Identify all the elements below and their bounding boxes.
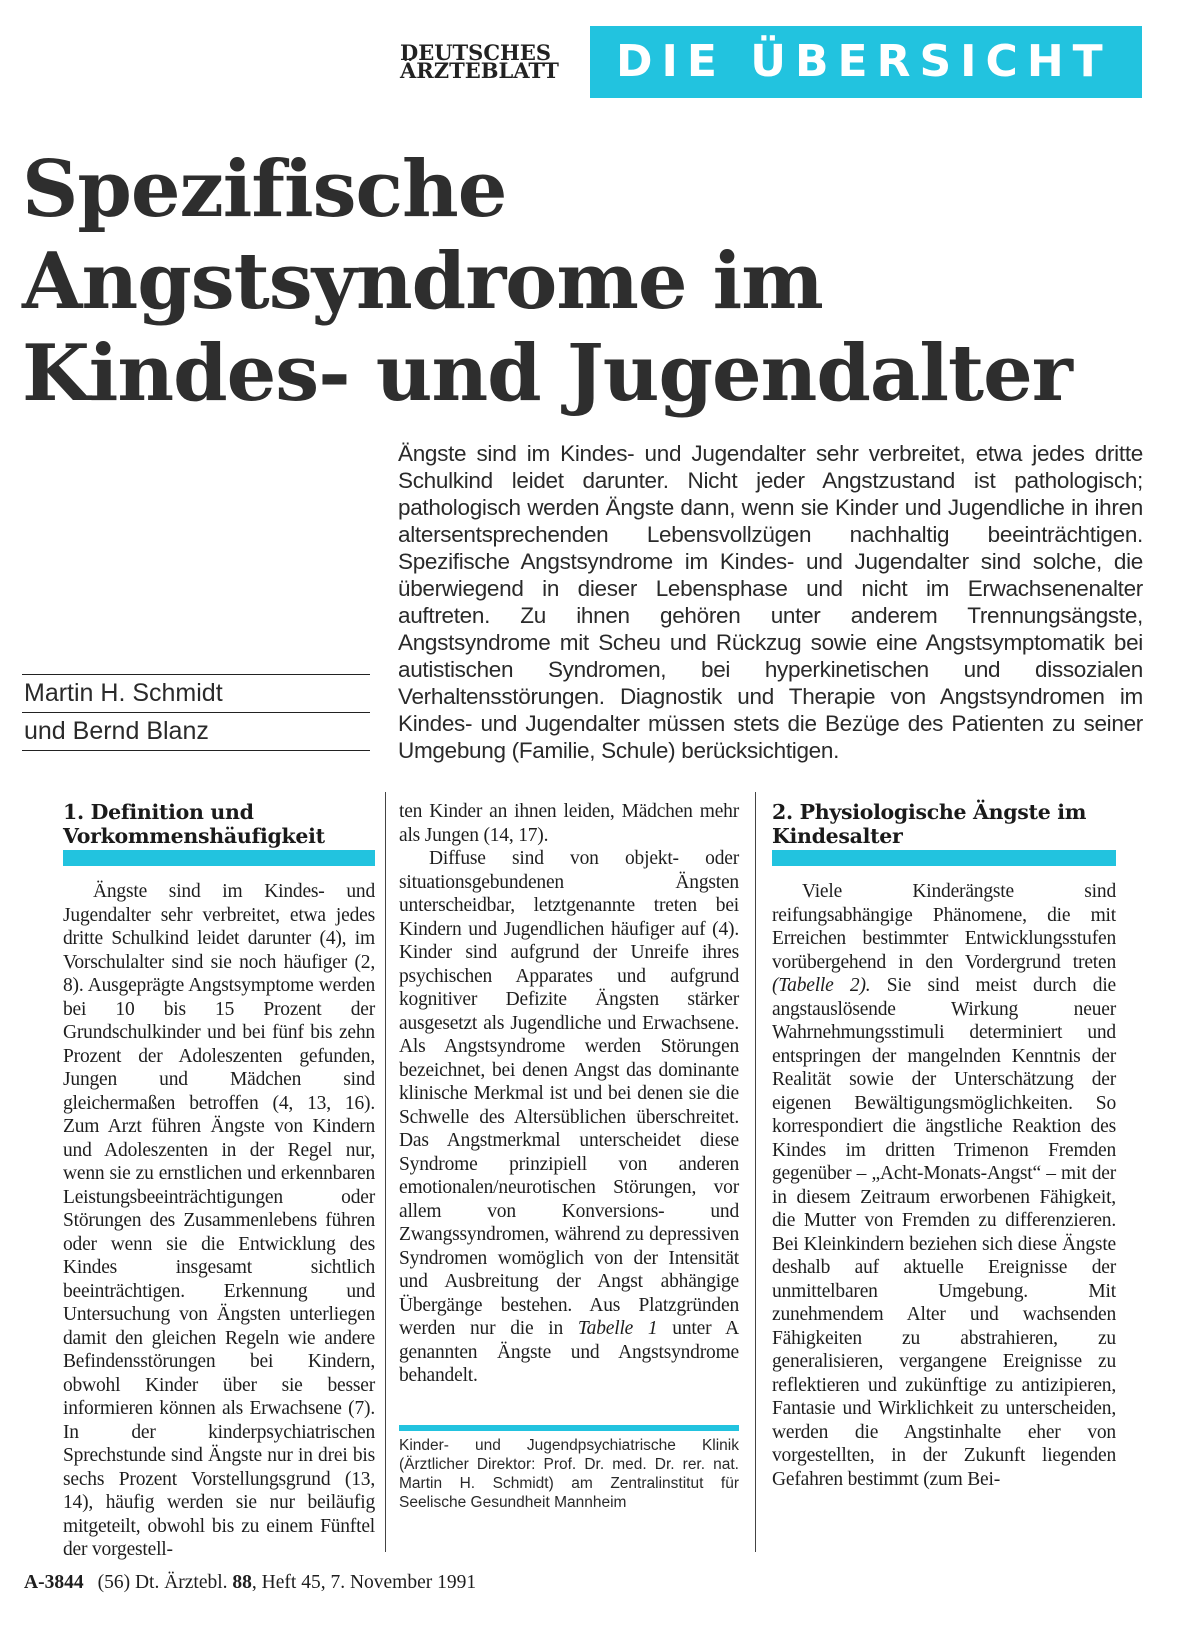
column-divider-1 [385, 792, 386, 1552]
section-1-accent-bar [63, 850, 375, 866]
author-line-1: Martin H. Schmidt [24, 679, 223, 707]
volume-number: 88 [232, 1572, 252, 1593]
masthead-line-1: DEUTSCHES [400, 40, 552, 65]
section-1-heading: 1. Definition und Vorkommenshäufigkeit [63, 800, 325, 848]
column-3-text-part-1: Viele Kinderängste sind reifungsabhängige Phänomene, die mit Erreichen bestimmter Entwicklungsstufen vorübergehend in den Vordergrund treten [772, 881, 1116, 973]
footnote-accent-bar [399, 1425, 739, 1431]
table-2-reference[interactable]: (Tabelle 2). [772, 975, 871, 996]
author-rule-bottom [22, 750, 370, 751]
citation-suffix: , Heft 45, 7. November 1991 [251, 1572, 477, 1593]
column-3-paragraph [772, 880, 1116, 1491]
column-divider-2 [755, 792, 756, 1552]
section-2-accent-bar [772, 850, 1116, 866]
table-1-reference[interactable]: Tabelle 1 [577, 1318, 658, 1339]
section-banner: DIE ÜBERSICHT [590, 26, 1142, 98]
column-2-text-part-2: unter A genannten Ängste und Angstsyndrome behandelt. [399, 1318, 739, 1386]
article-title: Spezifische Angstsyndrome im Kindes- und Jugendalter [22, 144, 1072, 419]
author-block [22, 674, 370, 751]
page-number: A-3844 [24, 1572, 84, 1593]
section-2-heading: 2. Physiologische Ängste im Kindesalter [772, 800, 1087, 848]
affiliation-footnote: Kinder- und Jugendpsychiatrische Klinik (Ärztlicher Direktor: Prof. Dr. med. Dr. rer. nat. Martin H. Schmidt) am Zentralinstitut für Seelische Gesundheit Mannheim [399, 1437, 739, 1511]
column-2-paragraph-2 [399, 847, 739, 1388]
page-footer [24, 1572, 476, 1594]
column-1 [63, 800, 375, 1560]
column-2-paragraph-1: ten Kinder an ihnen leiden, Mädchen mehr als Jungen (14, 17). [399, 801, 739, 846]
article-abstract: Ängste sind im Kindes- und Jugendalter sehr verbreitet, etwa jedes dritte Schulkind leidet darunter. Nicht jeder Angstzustand ist pathologisch; pathologisch werden Ängste dann, wenn sie Kinder und Jugendliche in ihren altersentsprechenden Lebensvollzügen nachhaltig beeinträchtigen. Spezifische Angstsyndrome im Kindes- und Jugendalter sind solche, die überwiegend in dieser Lebensphase und nicht im Erwachsenenalter auftreten. Zu ihnen gehören unter anderem Trennungsängste, Angstsyndrome mit Scheu und Rückzug sowie eine Angstsymptomatik bei autistischen Syndromen, bei hyperkinetischen und dissozialen Verhaltensstörungen. Diagnostik und Therapie von Angstsyndromen im Kindes- und Jugendalter müssen stets die Bezüge des Patienten zu seiner Umgebung (Familie, Schule) berücksichtigen. [398, 441, 1143, 763]
column-2-text-part-1: Diffuse sind von objekt- oder situationsgebundenen Ängsten unterscheidbar, letztgenannte treten bei Kindern und Jugendlichen häufiger auf (4). Kinder sind aufgrund der Unreife ihres psychischen Apparates und aufgrund kognitiver Defizite Ängsten stärker ausgesetzt als Jugendliche und Erwachsene. Als Angstsyndrome werden Störungen bezeichnet, bei denen Angst das dominante klinische Merkmal ist und bei denen sie die Schwelle des Altersüblichen überschreitet. Das Angstmerkmal unterscheidet diese Syndrome prinzipiell von anderen emotionalen/neurotischen Störungen, vor allem von Konversions- und Zwangssyndromen, während zu depressiven Syndromen womöglich von der Intensität und Ausbreitung der Angst abhängige Übergänge bestehen. Aus Platzgründen werden nur die in [399, 848, 739, 1339]
column-3 [772, 800, 1116, 1552]
author-line-2: und Bernd Blanz [24, 717, 209, 745]
masthead-line-2: ÄRZTEBLATT [400, 58, 559, 83]
column-1-paragraph: Ängste sind im Kindes- und Jugendalter sehr verbreitet, etwa jedes dritte Schulkind leidet darunter (4), im Vorschulalter sind sie noch häufiger (2, 8). Ausgeprägte Angstsymptome werden bei 10 bis 15 Prozent der Grundschulkinder und bei fünf bis zehn Prozent der Adoleszenten gefunden, Jungen und Mädchen sind gleichermaßen betroffen (4, 13, 16). Zum Arzt führen Ängste von Kindern und Adoleszenten in der Regel nur, wenn sie zu ernstlichen und erkennbaren Leistungsbeeinträchtigungen oder Störungen des Zusammenlebens führen oder wenn sie die Entwicklung des Kindes insgesamt sichtlich beeinträchtigen. Erkennung und Untersuchung von Ängsten unterliegen damit den gleichen Regeln wie andere Befindensstörungen bei Kindern, obwohl Kinder über sie besser informieren können als Erwachsene (7). In der kinderpsychiatrischen Sprechstunde sind Ängste nur in drei bis sechs Prozent Vorstellungsgrund (13, 14), häufig werden sie nur beiläufig mitgeteilt, obwohl bis zu einem Fünftel der vorgestell- [63, 881, 375, 1560]
column-3-text-part-2: Sie sind meist durch die angstauslösende Wirkung neuer Wahrnehmungsstimuli determiniert und entspringen der mangelnden Kenntnis der Realität sowie der Unterschätzung der eigenen Bewältigungsmöglichkeiten. So korrespondiert die ängstliche Reaktion des Kindes im dritten Trimenon Fremden gegenüber – „Acht-Monats-Angst“ – mit der in diesem Zeitraum erworbenen Fähigkeit, die Mutter von Fremden zu differenzieren. Bei Kleinkindern beziehen sich diese Ängste deshalb auf aktuelle Ereignisse der unmittelbaren Umgebung. Mit zunehmendem Alter und wachsenden Fähigkeiten zu abstrahieren, zu generalisieren, vergangene Ereignisse zu reflektieren und zukünftige zu antizipieren, Fantasie und Wirklichkeit zu unterscheiden, werden die Angstinhalte eher von vorgestellten, in der Zukunft liegenden Gefahren bestimmt (zum Bei- [772, 975, 1117, 1490]
citation-prefix: (56) Dt. Ärztebl. [97, 1572, 228, 1593]
masthead-logo [400, 40, 559, 83]
